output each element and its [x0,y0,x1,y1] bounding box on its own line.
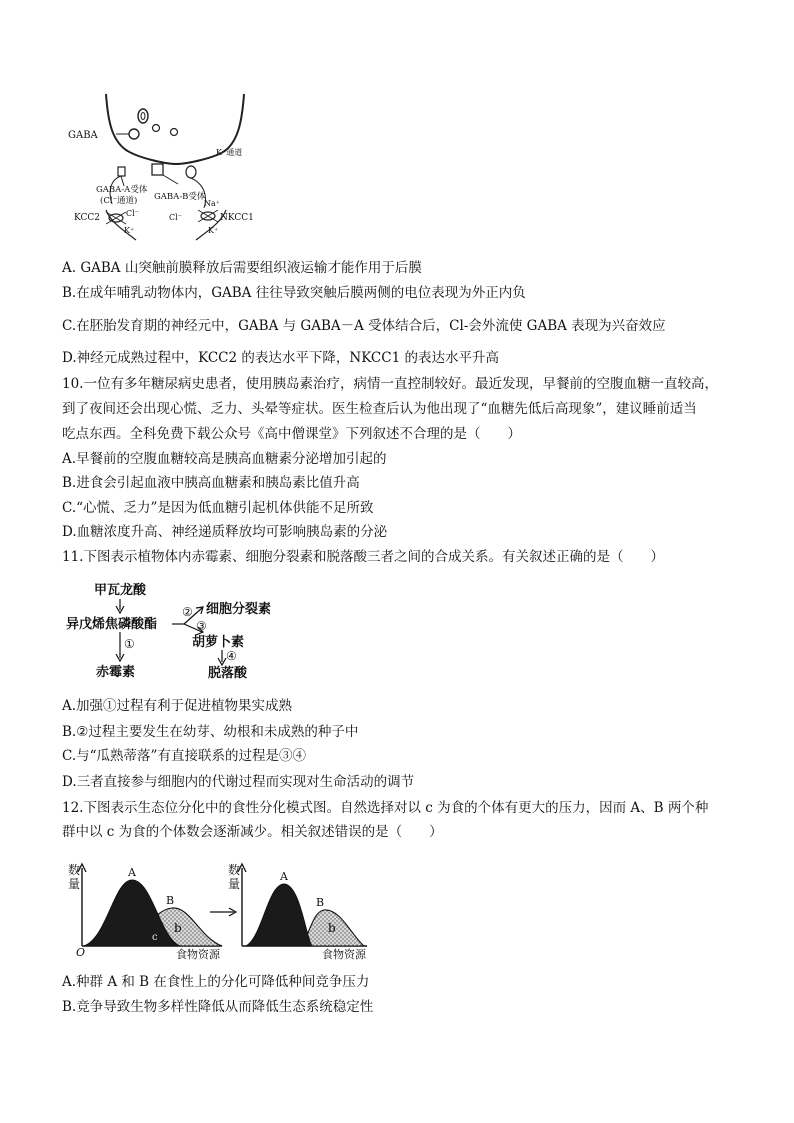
synapse-diagram [66,92,286,252]
q11-stem: 11.下图表示植物体内赤霉素、细胞分裂素和脱落酸三者之间的合成关系。有关叙述正确的是（ ） [62,549,664,565]
q12-stem-line1: 12.下图表示生态位分化中的食性分化模式图。自然选择对以 c 为食的个体有更大的压力，因而 A、B 两个种 [62,800,709,816]
left-x-axis-label: 食物资源 [176,948,220,960]
cl-right-label: Cl⁻ [169,213,182,222]
cl-left-label: Cl⁻ [126,209,139,218]
hormone-synthesis-diagram [64,578,294,683]
k-left-label: K⁺ [124,226,135,235]
left-overlap-c-label: c [152,932,158,943]
na-right-label: Na⁺ [204,199,220,208]
left-y-label-1: 数 [68,863,81,877]
right-population-a-label: A [280,870,288,883]
step-4-marker: ④ [226,649,237,663]
q11-option-a: A.加强①过程有利于促进植物果实成熟 [62,698,293,714]
q9-option-d: D.神经元成熟过程中，KCC2 的表达水平下降，NKCC1 的表达水平升高 [62,350,499,366]
q9-option-b: B.在成年哺乳动物体内，GABA 往往导致突触后膜两侧的电位表现为外正内负 [62,285,526,301]
cytokinin-label: 细胞分裂素 [206,602,272,617]
step-1-marker: ① [124,637,135,651]
q10-option-a: A.早餐前的空腹血糖较高是胰高血糖素分泌增加引起的 [62,451,387,467]
gibberellin-label: 赤霉素 [96,665,136,680]
q10-stem-line3: 吃点东西。全科免费下载公众号《高中僧课堂》下列叙述不合理的是（ ） [62,426,521,442]
right-population-b-label: b [328,921,336,935]
left-population-b-upper-label: B [166,894,175,907]
q9-option-a: A. GABA 山突触前膜释放后需要组织液运输才能作用于后膜 [62,260,422,276]
left-population-a-label: A [128,866,136,879]
gaba-a-receptor-label: GABA-A受体 [96,185,148,195]
right-x-axis-label: 食物资源 [322,948,366,960]
q11-option-c: C.与“瓜熟蒂落”有直接联系的过程是③④ [62,748,306,764]
q11-option-d: D.三者直接参与细胞内的代谢过程而实现对生命活动的调节 [62,774,415,790]
q11-option-b: B.②过程主要发生在幼芽、幼根和未成熟的种子中 [62,724,359,740]
ipp-label: 异戊烯焦磷酸酯 [66,617,158,632]
q10-option-c: C.“心慌、乏力”是因为低血糖引起机体供能不足所致 [62,500,374,516]
right-population-b-upper-label: B [316,896,325,909]
q10-option-d: D.血糖浓度升高、神经递质释放均可影响胰岛素的分泌 [62,524,388,540]
gaba-label: GABA [68,130,98,141]
left-origin-label: O [76,946,86,959]
niche-differentiation-diagram [62,850,382,960]
q9-option-c: C.在胚胎发育期的神经元中，GABA 与 GABA－A 受体结合后，Cl-会外流使 GABA 表现为兴奋效应 [62,318,666,334]
left-population-b-label: b [174,921,182,935]
q10-stem-line1: 10.一位有多年糖尿病史患者，使用胰岛素治疗，病情一直控制较好。最近发现，早餐前的空腹血糖一直较高， [62,376,718,392]
q12-option-b: B.竞争导致生物多样性降低从而降低生态系统稳定性 [62,999,374,1015]
nkcc1-label: NKCC1 [220,213,254,223]
step-3-marker: ③ [196,619,207,633]
left-y-label-2: 量 [68,877,81,891]
mevalonic-acid-label: 甲瓦龙酸 [94,583,147,598]
right-y-label-2: 量 [228,877,241,891]
step-2-marker: ② [182,605,193,619]
kcc2-label: KCC2 [74,213,100,223]
q12-option-a: A.种群 A 和 B 在食性上的分化可降低种间竞争压力 [62,974,370,990]
gaba-b-receptor-label: GABA-B受体 [154,192,206,202]
q10-stem-line2: 到了夜间还会出现心慌、乏力、头晕等症状。医生检查后认为他出现了“血糖先低后高现象”，建议睡前适当 [62,401,697,417]
k-right-label: K⁺ [208,226,219,235]
abscisic-acid-label: 脱落酸 [208,666,248,681]
carotene-label: 胡萝卜素 [192,635,245,650]
k-channel-label: K⁺通道 [216,148,243,157]
q10-option-b: B.进食会引起血液中胰高血糖素和胰岛素比值升高 [62,475,360,491]
cl-channel-label: (Cl⁻通道) [100,196,138,206]
right-y-label-1: 数 [228,863,241,877]
q12-stem-line2: 群中以 c 为食的个体数会逐渐减少。相关叙述错误的是（ ） [62,824,443,840]
